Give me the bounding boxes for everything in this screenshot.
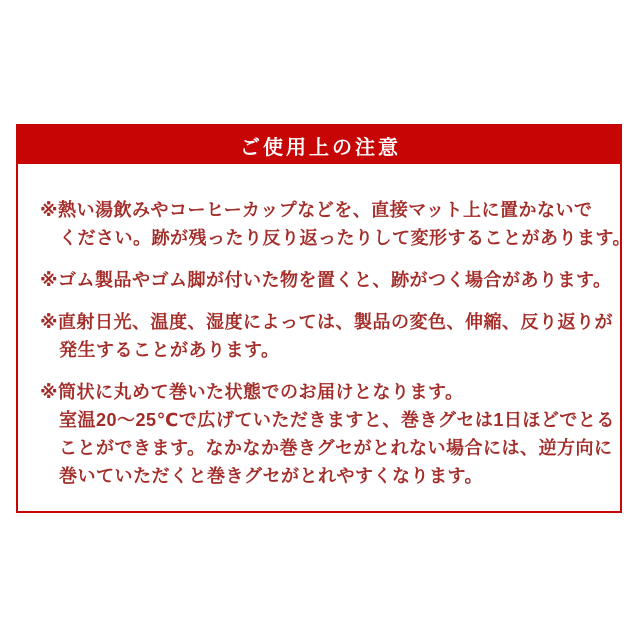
note-line: ことができます。なかなか巻きグセがとれない場合には、逆方向に [59, 438, 613, 458]
note-line: ※熱い湯飲みやコーヒーカップなどを、直接マット上に置かないで [40, 200, 593, 220]
note-item-rubber-products [40, 266, 612, 294]
notice-header [18, 126, 620, 164]
note-line: 巻いていただくと巻きグセがとれやすくなります。 [59, 466, 484, 486]
note-line: ※筒状に丸めて巻いた状態でのお届けとなります。 [40, 382, 464, 402]
note-line: ※直射日光、温度、湿度によっては、製品の変色、伸縮、反り返りが [40, 312, 613, 332]
notice-title: ご使用上の注意 [240, 136, 401, 159]
usage-notice-box [16, 124, 632, 513]
notice-body [18, 164, 632, 490]
note-line: ※ゴム製品やゴム脚が付いた物を置くと、跡がつく場合があります。 [40, 270, 612, 290]
note-line: 室温20〜25℃で広げていただきますと、巻きグセは1日ほどでとる [59, 410, 615, 430]
note-line: 発生することがあります。 [59, 340, 280, 360]
note-item-rolled-delivery [40, 378, 615, 490]
note-item-hot-cups [40, 196, 632, 252]
note-line: ください。跡が残ったり反り返ったりして変形することがあります。 [59, 228, 632, 248]
note-item-sunlight-humidity [40, 308, 613, 364]
